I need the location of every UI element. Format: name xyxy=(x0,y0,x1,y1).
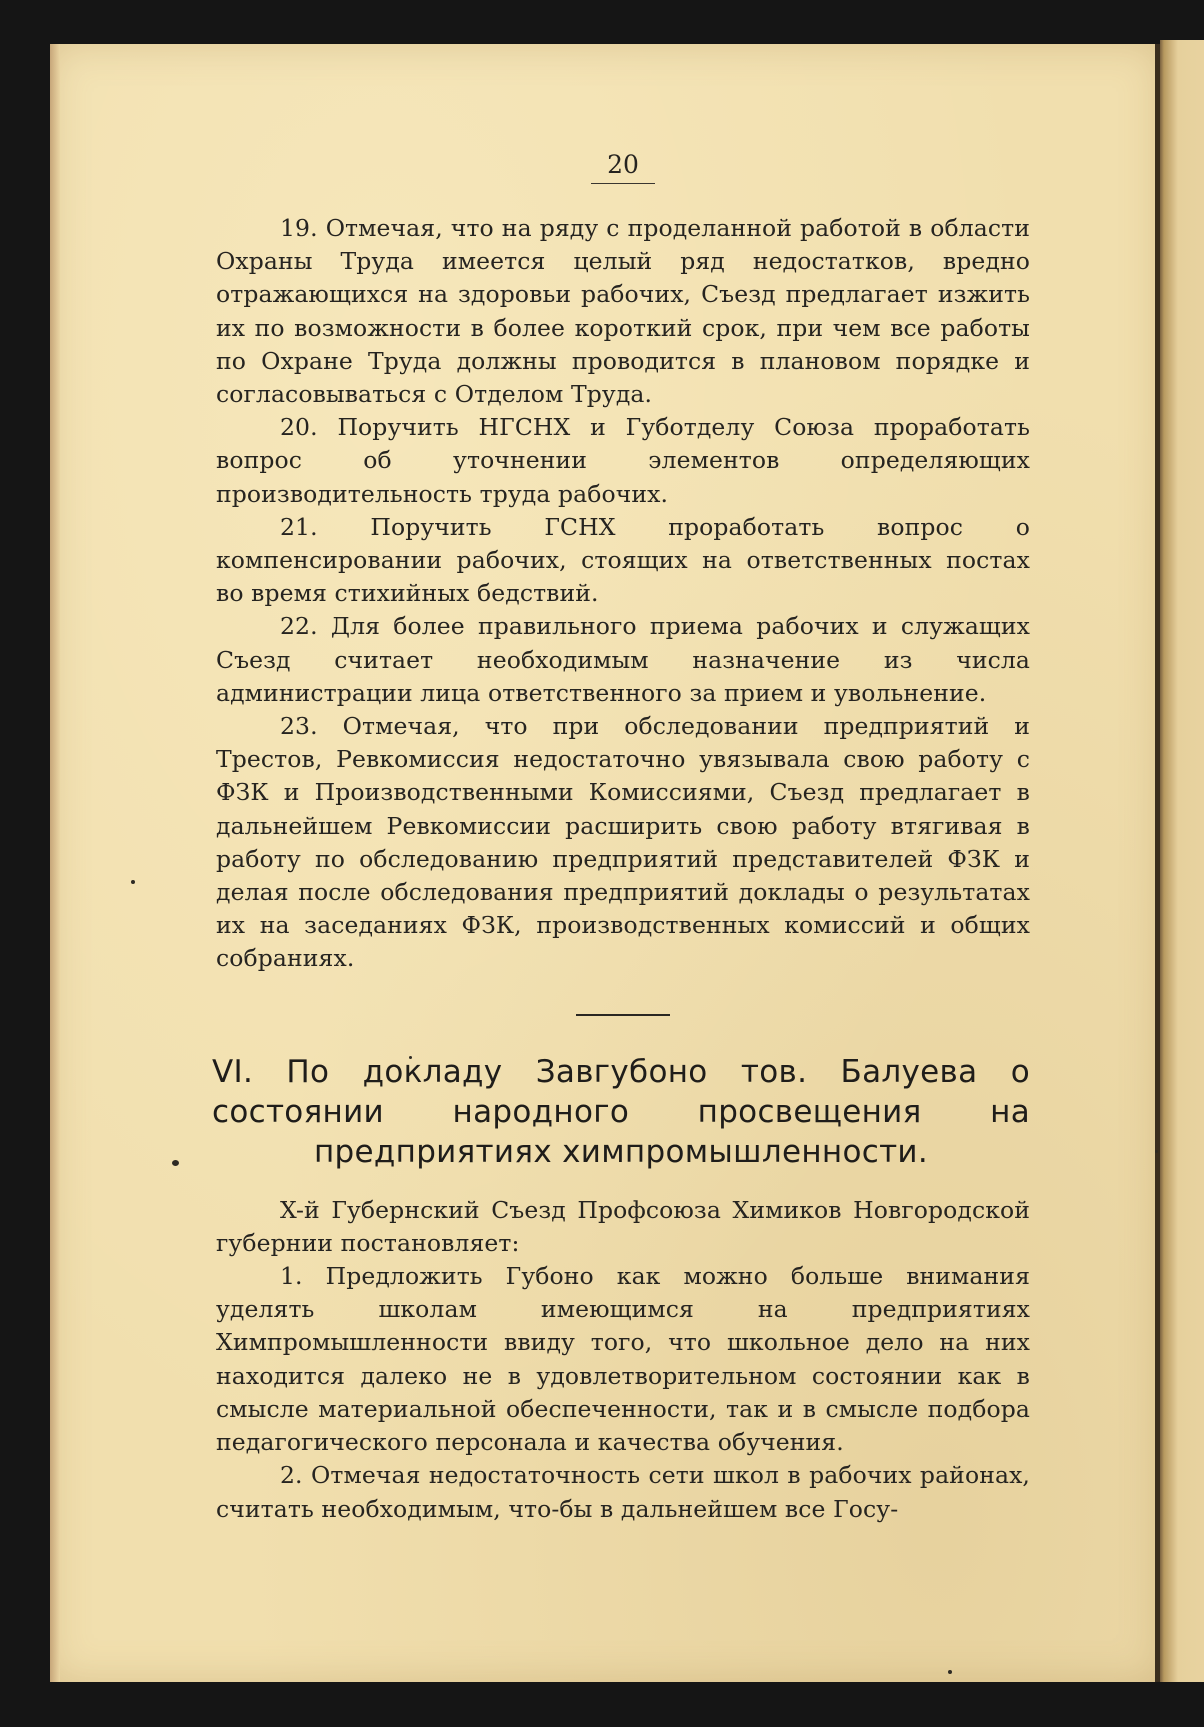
section-heading: VI. По докладу Завгубоно тов. Балуева о состоянии народного просвещения на предприятиях химпромышленности. xyxy=(212,1053,1030,1170)
resolutions-section-v xyxy=(216,212,1030,976)
resolutions-section-vi xyxy=(216,1194,1030,1526)
ink-speck xyxy=(131,880,135,884)
paragraph-item-1: 1. Предложить Губоно как можно больше внимания уделять школам имеющимся на предприятиях Химпромышленности ввиду того, что школьное дело на них находится далеко не в удовлетворительном состоянии как в смысле материальной обеспеченности, так и в смысле подбора педагогического персонала и качества обучения. xyxy=(216,1262,1030,1457)
paragraph-item-23: 23. Отмечая, что при обследовании предприятий и Трестов, Ревкомиссия недостаточно увязывала свою работу с ФЗК и Производственными Комиссиями, Съезд предлагает в дальнейшем Ревкомиссии расширить свою работу втягивая в работу по обследованию предприятий представителей ФЗК и делая после обследования предприятий доклады о результатах их на заседаниях ФЗК, производственных комиссий и общих собраниях. xyxy=(216,712,1030,973)
page-number: 20 xyxy=(607,150,639,179)
paragraph-item-22: 22. Для более правильного приема рабочих и служащих Съезд считает необходимым назначение из числа администрации лица ответственного за прием и увольнение. xyxy=(216,612,1030,707)
paragraph-intro: X-й Губернский Съезд Профсоюза Химиков Новгородской губернии постановляет: xyxy=(216,1195,1030,1257)
ink-speck xyxy=(172,1160,179,1166)
page-content xyxy=(212,150,1030,1526)
paragraph-item-2: 2. Отмечая недостаточность сети школ в рабочих районах, считать необходимым, что-бы в дальнейшем все Госу- xyxy=(216,1461,1030,1523)
ink-speck xyxy=(948,1670,952,1674)
paragraph-item-21: 21. Поручить ГСНХ проработать вопрос о компенсировании рабочих, стоящих на ответственных постах во время стихийных бедствий. xyxy=(216,512,1030,608)
page-number-underline xyxy=(591,183,655,184)
paragraph-item-20: 20. Поручить НГСНХ и Губотделу Союза проработать вопрос об уточнении элементов определяющих производительность труда рабочих. xyxy=(216,413,1030,508)
paragraph-item-19: 19. Отмечая, что на ряду с проделанной работой в области Охраны Труда имеется целый ряд недостатков, вредно отражающихся на здоровьи рабочих, Съезд предлагает изжить их по возможности в более короткий срок, при чем все работы по Охране Труда должны проводится в плановом порядке и согласовываться с Отделом Труда. xyxy=(216,214,1030,409)
page-left-edge xyxy=(50,44,60,1682)
adjacent-page-edge xyxy=(1160,40,1204,1682)
ink-speck xyxy=(1155,1150,1158,1153)
section-divider xyxy=(576,1014,670,1016)
